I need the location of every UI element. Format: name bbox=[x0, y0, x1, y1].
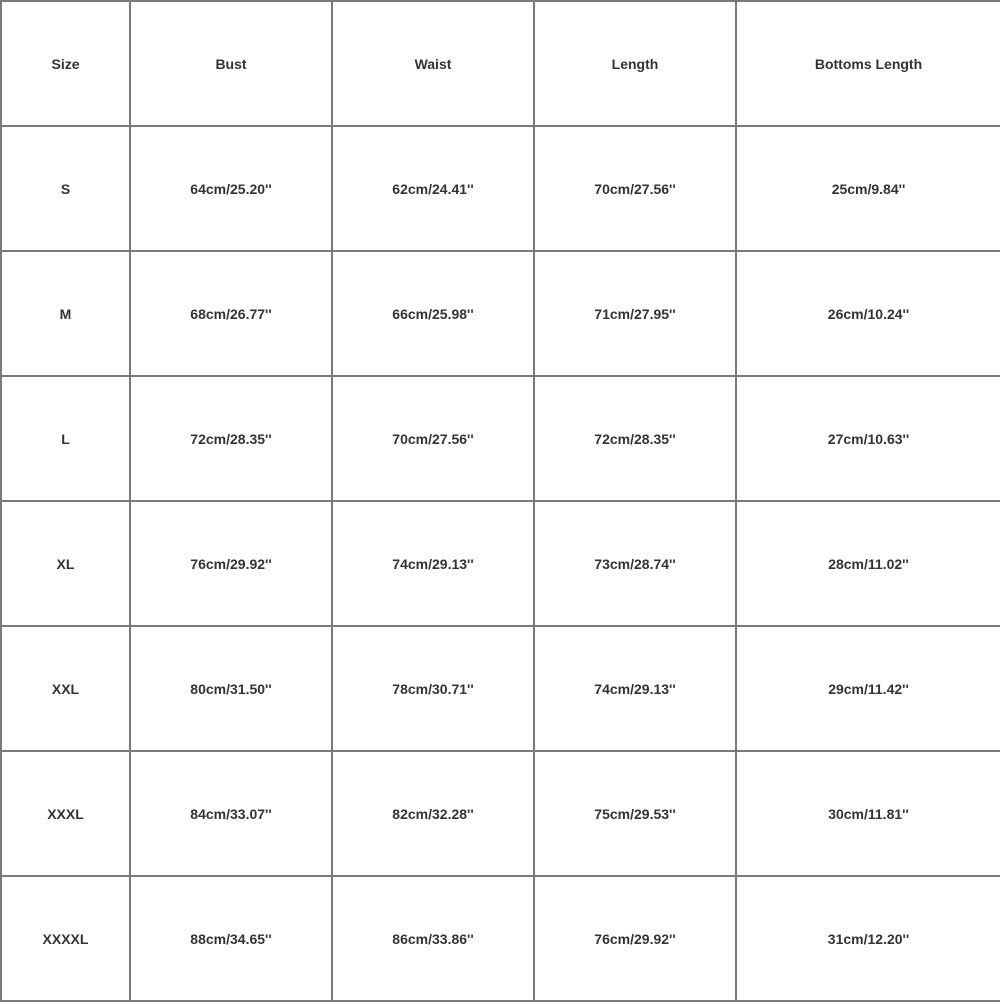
bottoms-length-cell: 30cm/11.81'' bbox=[736, 751, 1000, 876]
size-chart-header bbox=[1, 1, 1000, 126]
header-bust: Bust bbox=[130, 1, 332, 126]
bust-cell: 64cm/25.20'' bbox=[130, 126, 332, 251]
length-cell: 75cm/29.53'' bbox=[534, 751, 736, 876]
size-cell: L bbox=[1, 376, 130, 501]
bust-cell: 84cm/33.07'' bbox=[130, 751, 332, 876]
length-cell: 72cm/28.35'' bbox=[534, 376, 736, 501]
bottoms-length-cell: 29cm/11.42'' bbox=[736, 626, 1000, 751]
bust-cell: 80cm/31.50'' bbox=[130, 626, 332, 751]
length-cell: 76cm/29.92'' bbox=[534, 876, 736, 1001]
bust-cell: 88cm/34.65'' bbox=[130, 876, 332, 1001]
bottoms-length-cell: 25cm/9.84'' bbox=[736, 126, 1000, 251]
size-cell: S bbox=[1, 126, 130, 251]
table-row bbox=[1, 626, 1000, 751]
waist-cell: 86cm/33.86'' bbox=[332, 876, 534, 1001]
size-cell: XXXXL bbox=[1, 876, 130, 1001]
header-waist: Waist bbox=[332, 1, 534, 126]
waist-cell: 62cm/24.41'' bbox=[332, 126, 534, 251]
waist-cell: 66cm/25.98'' bbox=[332, 251, 534, 376]
bottoms-length-cell: 27cm/10.63'' bbox=[736, 376, 1000, 501]
size-cell: XL bbox=[1, 501, 130, 626]
size-chart-body bbox=[1, 126, 1000, 1001]
waist-cell: 74cm/29.13'' bbox=[332, 501, 534, 626]
table-row bbox=[1, 501, 1000, 626]
table-row bbox=[1, 876, 1000, 1001]
bust-cell: 76cm/29.92'' bbox=[130, 501, 332, 626]
header-size: Size bbox=[1, 1, 130, 126]
table-row bbox=[1, 751, 1000, 876]
header-bottoms-length: Bottoms Length bbox=[736, 1, 1000, 126]
bottoms-length-cell: 28cm/11.02'' bbox=[736, 501, 1000, 626]
size-cell: XXXL bbox=[1, 751, 130, 876]
bottoms-length-cell: 26cm/10.24'' bbox=[736, 251, 1000, 376]
waist-cell: 70cm/27.56'' bbox=[332, 376, 534, 501]
bottoms-length-cell: 31cm/12.20'' bbox=[736, 876, 1000, 1001]
waist-cell: 78cm/30.71'' bbox=[332, 626, 534, 751]
bust-cell: 68cm/26.77'' bbox=[130, 251, 332, 376]
header-row bbox=[1, 1, 1000, 126]
size-cell: XXL bbox=[1, 626, 130, 751]
length-cell: 73cm/28.74'' bbox=[534, 501, 736, 626]
length-cell: 70cm/27.56'' bbox=[534, 126, 736, 251]
table-row bbox=[1, 251, 1000, 376]
bust-cell: 72cm/28.35'' bbox=[130, 376, 332, 501]
length-cell: 71cm/27.95'' bbox=[534, 251, 736, 376]
table-row bbox=[1, 126, 1000, 251]
size-cell: M bbox=[1, 251, 130, 376]
header-length: Length bbox=[534, 1, 736, 126]
length-cell: 74cm/29.13'' bbox=[534, 626, 736, 751]
waist-cell: 82cm/32.28'' bbox=[332, 751, 534, 876]
table-row bbox=[1, 376, 1000, 501]
